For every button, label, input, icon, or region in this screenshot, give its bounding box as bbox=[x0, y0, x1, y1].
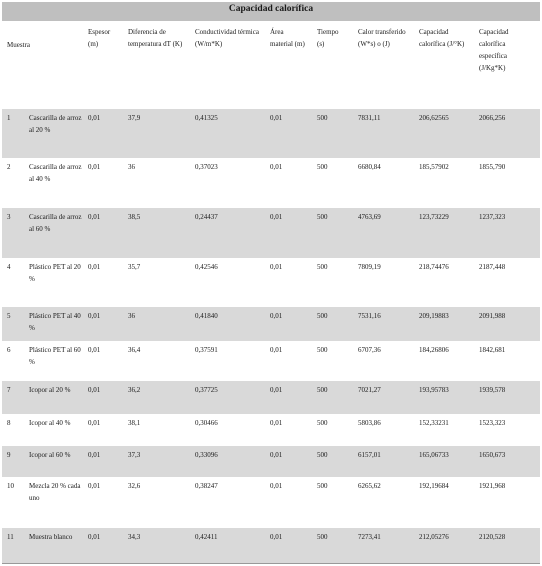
table-row bbox=[2, 528, 540, 564]
cell-espesor: 0,01 bbox=[88, 346, 101, 354]
cell-area: 0,01 bbox=[270, 114, 283, 122]
header-espesor: Espesor (m) bbox=[88, 28, 111, 48]
cell-capacidad: 185,57902 bbox=[419, 163, 449, 171]
cell-tiempo: 500 bbox=[317, 163, 328, 171]
cell-area: 0,01 bbox=[270, 419, 283, 427]
cell-muestra: Icopor al 60 % bbox=[29, 451, 71, 459]
cell-muestra: Mezcla 20 % cada uno bbox=[29, 482, 81, 502]
header-area: Área material (m) bbox=[270, 28, 305, 48]
cell-dt: 37,3 bbox=[128, 451, 141, 459]
cell-muestra: Plástico PET al 20 % bbox=[29, 263, 81, 283]
cell-tiempo: 500 bbox=[317, 533, 328, 541]
cell-tiempo: 500 bbox=[317, 312, 328, 320]
cell-capacidad: 184,26806 bbox=[419, 346, 449, 354]
cell-muestra: Cascarilla de arroz al 60 % bbox=[29, 213, 82, 233]
cell-tiempo: 500 bbox=[317, 482, 328, 490]
cell-capacidad-especifica: 1523,323 bbox=[479, 419, 506, 427]
table-title: Capacidad calorífica bbox=[2, 2, 540, 21]
table-row bbox=[2, 208, 540, 258]
cell-numero: 5 bbox=[7, 312, 11, 320]
cell-calor: 7809,19 bbox=[358, 263, 381, 271]
cell-muestra: Muestra blanco bbox=[29, 533, 73, 541]
table-row bbox=[2, 109, 540, 158]
cell-calor: 6265,62 bbox=[358, 482, 381, 490]
cell-conductividad: 0,38247 bbox=[195, 482, 218, 490]
cell-dt: 35,7 bbox=[128, 263, 141, 271]
header-capacidad-especifica: Capacidad calorífica específica (J/Kg*K) bbox=[479, 28, 509, 72]
cell-area: 0,01 bbox=[270, 533, 283, 541]
cell-espesor: 0,01 bbox=[88, 163, 101, 171]
cell-area: 0,01 bbox=[270, 312, 283, 320]
cell-capacidad-especifica: 2066,256 bbox=[479, 114, 506, 122]
cell-calor: 6680,84 bbox=[358, 163, 381, 171]
cell-numero: 11 bbox=[7, 533, 14, 541]
cell-espesor: 0,01 bbox=[88, 213, 101, 221]
cell-calor: 6707,36 bbox=[358, 346, 381, 354]
cell-muestra: Cascarilla de arroz al 40 % bbox=[29, 163, 82, 183]
header-conductividad: Conductividad térmica (W/m*K) bbox=[195, 28, 259, 48]
table-row bbox=[2, 258, 540, 307]
cell-calor: 5803,86 bbox=[358, 419, 381, 427]
cell-numero: 3 bbox=[7, 213, 11, 221]
cell-calor: 7531,16 bbox=[358, 312, 381, 320]
cell-capacidad-especifica: 1939,578 bbox=[479, 386, 506, 394]
cell-area: 0,01 bbox=[270, 482, 283, 490]
cell-capacidad: 209,19883 bbox=[419, 312, 449, 320]
table-bottom-rule bbox=[2, 563, 540, 564]
cell-numero: 7 bbox=[7, 386, 11, 394]
cell-capacidad: 192,19684 bbox=[419, 482, 449, 490]
cell-numero: 1 bbox=[7, 114, 11, 122]
cell-conductividad: 0,37591 bbox=[195, 346, 218, 354]
cell-capacidad: 193,95783 bbox=[419, 386, 449, 394]
header-capacidad: Capacidad calorífica (J/°K) bbox=[419, 28, 465, 48]
cell-dt: 37,9 bbox=[128, 114, 141, 122]
cell-numero: 8 bbox=[7, 419, 11, 427]
cell-conductividad: 0,42546 bbox=[195, 263, 218, 271]
cell-tiempo: 500 bbox=[317, 114, 328, 122]
header-calor: Calor transferido (W*s) o (J) bbox=[358, 28, 406, 48]
cell-dt: 36 bbox=[128, 163, 135, 171]
cell-muestra: Icopor al 40 % bbox=[29, 419, 71, 427]
cell-tiempo: 500 bbox=[317, 386, 328, 394]
table-header bbox=[2, 21, 540, 109]
table-row bbox=[2, 158, 540, 208]
cell-numero: 10 bbox=[7, 482, 14, 490]
cell-espesor: 0,01 bbox=[88, 419, 101, 427]
cell-muestra: Plástico PET al 40 % bbox=[29, 312, 81, 332]
cell-capacidad-especifica: 1842,681 bbox=[479, 346, 506, 354]
cell-calor: 6157,01 bbox=[358, 451, 381, 459]
cell-espesor: 0,01 bbox=[88, 312, 101, 320]
cell-tiempo: 500 bbox=[317, 346, 328, 354]
cell-calor: 4763,69 bbox=[358, 213, 381, 221]
cell-dt: 38,1 bbox=[128, 419, 141, 427]
cell-capacidad: 123,73229 bbox=[419, 213, 449, 221]
cell-conductividad: 0,24437 bbox=[195, 213, 218, 221]
cell-espesor: 0,01 bbox=[88, 263, 101, 271]
header-tiempo: Tiempo (s) bbox=[317, 28, 339, 48]
cell-conductividad: 0,42411 bbox=[195, 533, 218, 541]
table-row bbox=[2, 446, 540, 477]
cell-conductividad: 0,33096 bbox=[195, 451, 218, 459]
cell-capacidad: 206,62565 bbox=[419, 114, 449, 122]
cell-capacidad-especifica: 1237,323 bbox=[479, 213, 506, 221]
cell-conductividad: 0,37725 bbox=[195, 386, 218, 394]
cell-tiempo: 500 bbox=[317, 451, 328, 459]
cell-calor: 7273,41 bbox=[358, 533, 381, 541]
cell-muestra: Plástico PET al 60 % bbox=[29, 346, 81, 366]
cell-area: 0,01 bbox=[270, 451, 283, 459]
cell-capacidad: 152,33231 bbox=[419, 419, 449, 427]
table-row bbox=[2, 381, 540, 414]
table-row bbox=[2, 307, 540, 341]
cell-numero: 6 bbox=[7, 346, 11, 354]
cell-capacidad-especifica: 2187,448 bbox=[479, 263, 506, 271]
cell-dt: 34,3 bbox=[128, 533, 141, 541]
cell-dt: 32,6 bbox=[128, 482, 141, 490]
cell-espesor: 0,01 bbox=[88, 533, 101, 541]
cell-muestra: Cascarilla de arroz al 20 % bbox=[29, 114, 82, 134]
cell-conductividad: 0,41840 bbox=[195, 312, 218, 320]
cell-conductividad: 0,37023 bbox=[195, 163, 218, 171]
cell-tiempo: 500 bbox=[317, 213, 328, 221]
cell-tiempo: 500 bbox=[317, 419, 328, 427]
cell-dt: 36,2 bbox=[128, 386, 141, 394]
cell-espesor: 0,01 bbox=[88, 114, 101, 122]
cell-area: 0,01 bbox=[270, 163, 283, 171]
cell-espesor: 0,01 bbox=[88, 386, 101, 394]
header-muestra: Muestra bbox=[7, 41, 30, 49]
cell-dt: 36 bbox=[128, 312, 135, 320]
cell-calor: 7831,11 bbox=[358, 114, 381, 122]
cell-capacidad: 218,74476 bbox=[419, 263, 449, 271]
cell-area: 0,01 bbox=[270, 386, 283, 394]
cell-espesor: 0,01 bbox=[88, 482, 101, 490]
cell-capacidad: 165,06733 bbox=[419, 451, 449, 459]
cell-calor: 7021,27 bbox=[358, 386, 381, 394]
table-row bbox=[2, 341, 540, 381]
cell-capacidad: 212,05276 bbox=[419, 533, 449, 541]
table-row bbox=[2, 414, 540, 446]
cell-capacidad-especifica: 1855,790 bbox=[479, 163, 506, 171]
cell-conductividad: 0,30466 bbox=[195, 419, 218, 427]
header-dt: Diferencia de temperatura dT (K) bbox=[128, 28, 183, 48]
cell-capacidad-especifica: 1650,673 bbox=[479, 451, 506, 459]
cell-numero: 2 bbox=[7, 163, 11, 171]
cell-dt: 36,4 bbox=[128, 346, 141, 354]
cell-numero: 9 bbox=[7, 451, 11, 459]
cell-capacidad-especifica: 1921,968 bbox=[479, 482, 506, 490]
cell-dt: 38,5 bbox=[128, 213, 141, 221]
cell-area: 0,01 bbox=[270, 213, 283, 221]
cell-area: 0,01 bbox=[270, 346, 283, 354]
cell-conductividad: 0,41325 bbox=[195, 114, 218, 122]
cell-muestra: Icopor al 20 % bbox=[29, 386, 71, 394]
cell-capacidad-especifica: 2120,528 bbox=[479, 533, 506, 541]
cell-espesor: 0,01 bbox=[88, 451, 101, 459]
table-row bbox=[2, 477, 540, 528]
cell-numero: 4 bbox=[7, 263, 11, 271]
cell-area: 0,01 bbox=[270, 263, 283, 271]
cell-capacidad-especifica: 2091,988 bbox=[479, 312, 506, 320]
cell-tiempo: 500 bbox=[317, 263, 328, 271]
